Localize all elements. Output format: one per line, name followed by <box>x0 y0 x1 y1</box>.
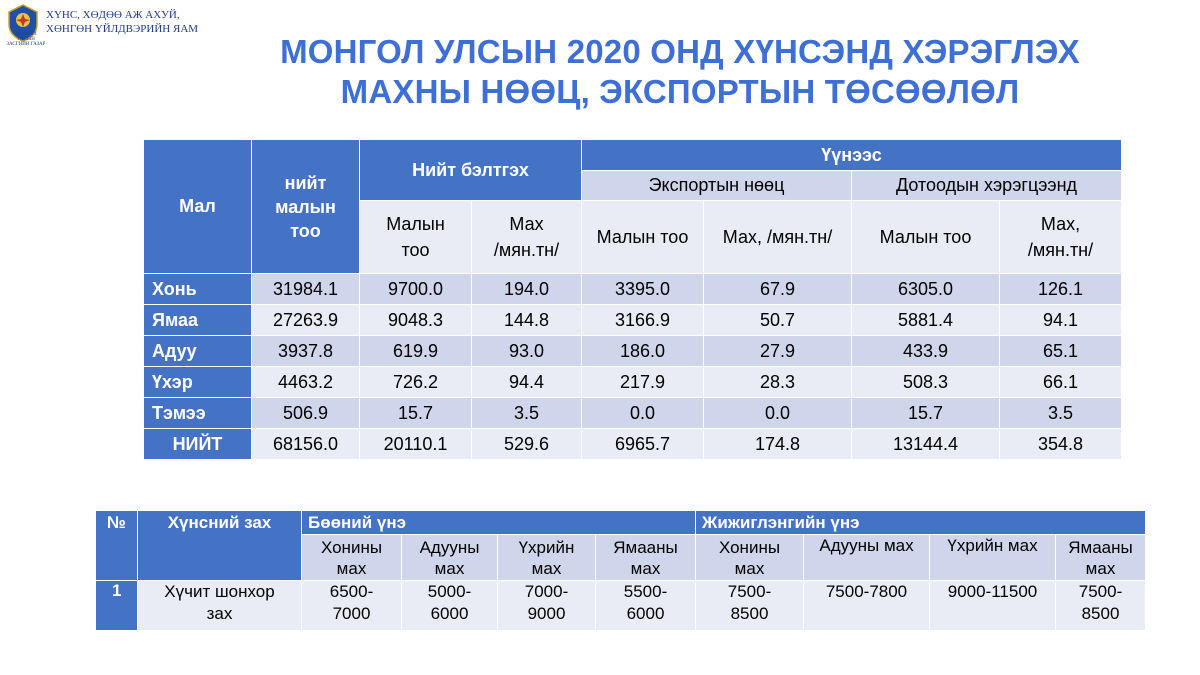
header-sub-horse-retail: Адууны мах <box>804 535 930 581</box>
header-export-meat: Мах, /мян.тн/ <box>704 201 852 274</box>
header-animal: Мал <box>144 140 252 274</box>
header-sub-mutton-wholesale: Хонины мах <box>302 535 402 581</box>
header-retail-price: Жижиглэнгийн үнэ <box>696 511 1146 535</box>
cell-total: 3937.8 <box>252 336 360 367</box>
row-label: Үхэр <box>144 367 252 398</box>
cell-price: 7500- 8500 <box>1056 581 1146 631</box>
header-sub-goat-wholesale: Ямааны мах <box>596 535 696 581</box>
cell-domestic-count: 15.7 <box>852 398 1000 429</box>
cell-export-count: 0.0 <box>582 398 704 429</box>
header-food-market: Хүнсний зах <box>138 511 302 581</box>
cell-export-count: 186.0 <box>582 336 704 367</box>
cell-price: 9000-11500 <box>930 581 1056 631</box>
cell-prep-count: 726.2 <box>360 367 472 398</box>
cell-domestic-meat: 3.5 <box>1000 398 1122 429</box>
cell-price: 5500- 6000 <box>596 581 696 631</box>
header-domestic-count: Малын тоо <box>852 201 1000 274</box>
cell-total: 68156.0 <box>252 429 360 460</box>
cell-export-meat: 67.9 <box>704 274 852 305</box>
header-export-count: Малын тоо <box>582 201 704 274</box>
table-row <box>144 367 1122 398</box>
page-title: МОНГОЛ УЛСЫН 2020 ОНД ХҮНСЭНД ХЭРЭГЛЭХ МАХНЫ НӨӨЦ, ЭКСПОРТЫН ТӨСӨӨЛӨЛ <box>280 33 1080 110</box>
header-export-reserve: Экспортын нөөц <box>582 171 852 201</box>
cell-export-meat: 28.3 <box>704 367 852 398</box>
cell-price: 7500- 8500 <box>696 581 804 631</box>
cell-domestic-count: 433.9 <box>852 336 1000 367</box>
row-market-name: Хүчит шонхор зах <box>138 581 302 631</box>
header-total-livestock: нийт малын тоо <box>252 140 360 274</box>
row-label: Адуу <box>144 336 252 367</box>
cell-export-meat: 50.7 <box>704 305 852 336</box>
cell-prep-meat: 3.5 <box>472 398 582 429</box>
cell-prep-meat: 93.0 <box>472 336 582 367</box>
meat-reserve-table <box>143 139 1122 460</box>
table-row <box>144 336 1122 367</box>
cell-prep-count: 619.9 <box>360 336 472 367</box>
cell-domestic-count: 508.3 <box>852 367 1000 398</box>
row-label-total: НИЙТ <box>144 429 252 460</box>
cell-domestic-meat: 94.1 <box>1000 305 1122 336</box>
cell-total: 506.9 <box>252 398 360 429</box>
cell-export-count: 3166.9 <box>582 305 704 336</box>
row-label: Ямаа <box>144 305 252 336</box>
cell-export-count: 6965.7 <box>582 429 704 460</box>
cell-domestic-meat: 66.1 <box>1000 367 1122 398</box>
cell-prep-count: 15.7 <box>360 398 472 429</box>
row-label: Хонь <box>144 274 252 305</box>
header-sub-horse-wholesale: Адууны мах <box>402 535 498 581</box>
cell-prep-meat: 144.8 <box>472 305 582 336</box>
table-row <box>96 581 1146 631</box>
cell-domestic-count: 5881.4 <box>852 305 1000 336</box>
cell-prep-count: 20110.1 <box>360 429 472 460</box>
header-total-preparation: Нийт бэлтгэх <box>360 140 582 201</box>
header-of-which: Үүнээс <box>582 140 1122 171</box>
header-prep-count: Малын тоо <box>360 201 472 274</box>
cell-total: 27263.9 <box>252 305 360 336</box>
table-row-total <box>144 429 1122 460</box>
header-domestic-meat: Мах, /мян.тн/ <box>1000 201 1122 274</box>
cell-prep-count: 9048.3 <box>360 305 472 336</box>
cell-price: 7500-7800 <box>804 581 930 631</box>
cell-domestic-count: 13144.4 <box>852 429 1000 460</box>
header-sub-mutton-retail: Хонины мах <box>696 535 804 581</box>
header-domestic-need: Дотоодын хэрэгцээнд <box>852 171 1122 201</box>
table-row <box>144 398 1122 429</box>
table-row <box>144 305 1122 336</box>
cell-total: 31984.1 <box>252 274 360 305</box>
cell-domestic-meat: 126.1 <box>1000 274 1122 305</box>
header-wholesale-price: Бөөний үнэ <box>302 511 696 535</box>
emblem-caption: МОНГОЛ УЛСЫН ЗАСГИЙН ГАЗАР <box>6 32 46 47</box>
cell-prep-meat: 529.6 <box>472 429 582 460</box>
market-price-table <box>95 510 1146 631</box>
header-sub-beef-retail: Үхрийн мах <box>930 535 1056 581</box>
header-prep-meat: Мах /мян.тн/ <box>472 201 582 274</box>
cell-export-meat: 174.8 <box>704 429 852 460</box>
table-row <box>144 274 1122 305</box>
cell-export-meat: 0.0 <box>704 398 852 429</box>
cell-export-count: 3395.0 <box>582 274 704 305</box>
cell-prep-meat: 94.4 <box>472 367 582 398</box>
cell-domestic-count: 6305.0 <box>852 274 1000 305</box>
row-number: 1 <box>96 581 138 631</box>
row-label: Тэмээ <box>144 398 252 429</box>
cell-export-count: 217.9 <box>582 367 704 398</box>
ministry-logo <box>6 4 199 47</box>
cell-prep-meat: 194.0 <box>472 274 582 305</box>
header-sub-goat-retail: Ямааны мах <box>1056 535 1146 581</box>
cell-total: 4463.2 <box>252 367 360 398</box>
cell-export-meat: 27.9 <box>704 336 852 367</box>
cell-price: 6500- 7000 <box>302 581 402 631</box>
ministry-name: ХҮНС, ХӨДӨӨ АЖ АХУЙ, ХӨНГӨН ҮЙЛДВЭРИЙН ЯАМ <box>46 9 199 35</box>
cell-domestic-meat: 65.1 <box>1000 336 1122 367</box>
header-number: № <box>96 511 138 581</box>
cell-price: 5000- 6000 <box>402 581 498 631</box>
cell-prep-count: 9700.0 <box>360 274 472 305</box>
cell-domestic-meat: 354.8 <box>1000 429 1122 460</box>
header-sub-beef-wholesale: Үхрийн мах <box>498 535 596 581</box>
cell-price: 7000- 9000 <box>498 581 596 631</box>
